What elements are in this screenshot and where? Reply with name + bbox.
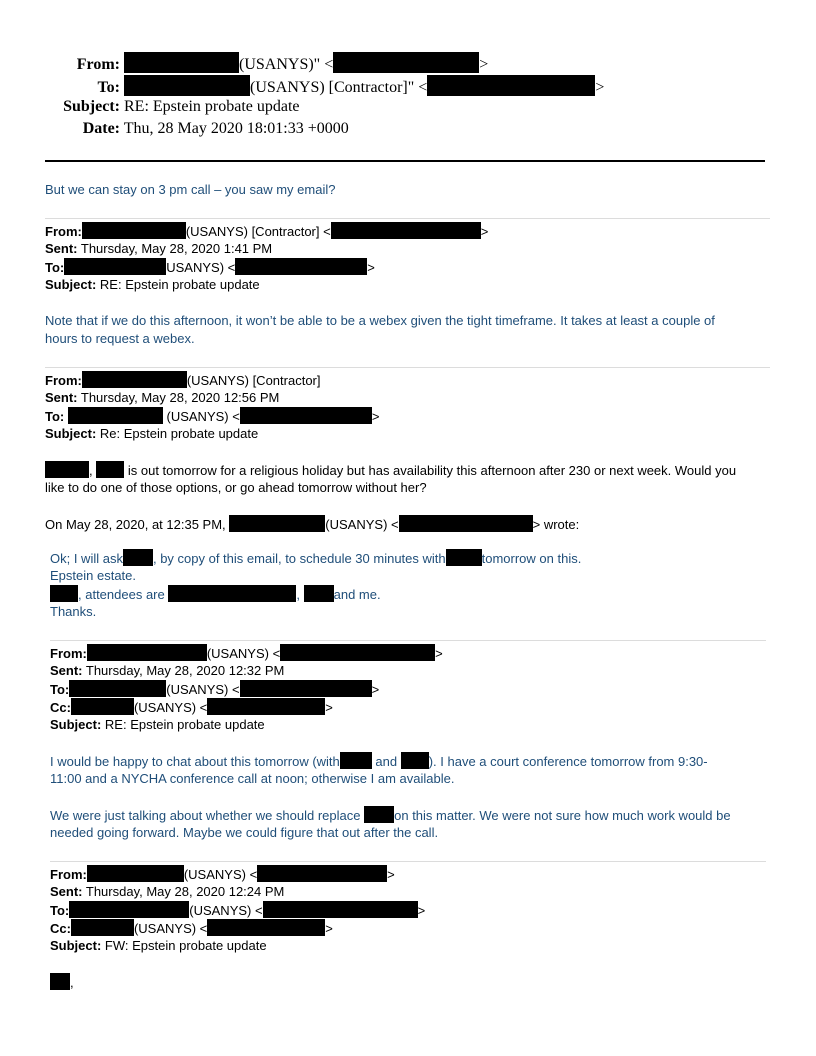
msg3-subject-line <box>45 425 258 443</box>
msg5-sent-value: Thursday, May 28, 2020 12:24 PM <box>85 884 285 899</box>
msg2-body-line1: Note that if we do this afternoon, it won’t be able to be a webex given the tight timeframe. It takes at least a couple of <box>45 313 715 328</box>
msg5-to-text: (USANYS) < <box>189 903 263 918</box>
top-to-line <box>40 75 604 98</box>
redaction <box>71 698 134 715</box>
msg4-cc-end: > <box>325 700 333 715</box>
msg2-body-line2: hours to request a webex. <box>45 331 195 346</box>
msg2-sent-label: Sent: <box>45 241 78 256</box>
msg4-p1-line2: 11:00 and a NYCHA conference call at noon; otherwise I am available. <box>50 771 455 786</box>
msg3-quote-end: > wrote: <box>532 517 580 532</box>
msg3-to-end: > <box>371 409 380 424</box>
redaction <box>124 52 239 73</box>
msg4-from-label: From: <box>50 646 87 661</box>
top-from-text: (USANYS)" < <box>239 56 334 73</box>
redaction <box>69 901 189 918</box>
redaction <box>50 585 78 602</box>
top-subject-label: Subject: <box>63 98 120 115</box>
msg3-subject-value: Re: Epstein probate update <box>99 426 259 441</box>
divider <box>50 640 766 641</box>
msg2-to-label: To: <box>45 260 65 275</box>
msg4-from-line <box>50 644 443 663</box>
msg2-from-label: From: <box>45 224 82 239</box>
msg4-subject-label: Subject: <box>50 717 102 732</box>
msg2-subject-value: RE: Epstein probate update <box>99 277 260 292</box>
top-date-value: Thu, 28 May 2020 18:01:33 +0000 <box>123 120 349 137</box>
msg4-sent-label: Sent: <box>50 663 83 678</box>
msg2-from-text: (USANYS) [Contractor] < <box>185 224 331 239</box>
msg2-to-line <box>45 258 375 277</box>
top-from-line <box>40 52 488 75</box>
top-to-text: (USANYS) [Contractor]" < <box>250 79 428 96</box>
msg1-body: But we can stay on 3 pm call – you saw my email? <box>45 182 336 197</box>
divider <box>45 218 770 219</box>
redaction <box>168 585 296 602</box>
msg4-subject-line <box>50 716 265 734</box>
msg2-from-end: > <box>480 224 489 239</box>
msg4-p2-line1 <box>50 806 731 825</box>
top-subject-value: RE: Epstein probate update <box>124 98 300 115</box>
msg2-to-end: > <box>367 260 375 275</box>
msg4-p1-line1-b: and <box>375 754 398 769</box>
msg5-cc-text: (USANYS) < <box>133 921 208 936</box>
header-divider <box>45 160 765 162</box>
msg3-from-label: From: <box>45 373 82 388</box>
redaction <box>123 549 153 566</box>
msg3-to-text: (USANYS) < <box>166 409 240 424</box>
msg2-sent-line <box>45 240 272 258</box>
redaction <box>50 973 70 990</box>
top-from-end: > <box>479 56 489 73</box>
msg4-to-label: To: <box>50 682 70 697</box>
msg5-subject-label: Subject: <box>50 938 102 953</box>
quoted-line3-a: , attendees are <box>78 587 165 602</box>
msg4-cc-line <box>50 698 333 717</box>
msg4-to-text: (USANYS) < <box>166 682 240 697</box>
redaction <box>331 222 481 239</box>
msg3-body-line1-text: is out tomorrow for a religious holiday but has availability this afternoon after 230 or next week. Would you <box>127 463 737 478</box>
redaction <box>124 75 250 96</box>
msg4-cc-label: Cc: <box>50 700 71 715</box>
msg4-sent-value: Thursday, May 28, 2020 12:32 PM <box>85 663 285 678</box>
redaction <box>240 680 372 697</box>
redaction <box>69 680 166 697</box>
msg2-from-line <box>45 222 488 241</box>
msg5-sent-label: Sent: <box>50 884 83 899</box>
msg3-to-label: To: <box>45 409 65 424</box>
redaction <box>304 585 334 602</box>
msg5-sent-line <box>50 883 284 901</box>
msg2-to-text: USANYS) < <box>166 260 236 275</box>
msg4-p2-line2: needed going forward. Maybe we could figure that out after the call. <box>50 825 439 840</box>
quoted-line1-b: , by copy of this email, to schedule 30 minutes with <box>152 551 446 566</box>
msg2-subject-label: Subject: <box>45 277 97 292</box>
msg5-cc-label: Cc: <box>50 921 71 936</box>
redaction <box>45 461 89 478</box>
redaction <box>71 919 134 936</box>
msg3-sent-value: Thursday, May 28, 2020 12:56 PM <box>80 390 280 405</box>
msg3-body-line2: like to do one of those options, or go ahead tomorrow without her? <box>45 480 427 495</box>
msg3-quote-prefix: On May 28, 2020, at 12:35 PM, <box>45 517 226 532</box>
msg3-body-line1 <box>45 461 736 480</box>
top-subject-line <box>40 97 300 117</box>
redaction <box>207 919 325 936</box>
top-to-label: To: <box>97 79 120 96</box>
redaction <box>333 52 479 73</box>
top-date-label: Date: <box>82 120 120 137</box>
msg4-p1-line1-c: ). I have a court conference tomorrow from 9:30- <box>428 754 708 769</box>
redaction <box>235 258 367 275</box>
quoted-line4: Thanks. <box>50 604 97 619</box>
msg4-subject-value: RE: Epstein probate update <box>104 717 265 732</box>
msg3-quote-mid: (USANYS) < <box>325 517 399 532</box>
redaction <box>364 806 394 823</box>
redaction <box>340 752 372 769</box>
msg5-salutation <box>50 973 74 992</box>
quoted-line1-a: Ok; I will ask <box>50 551 123 566</box>
msg4-p1-line1 <box>50 752 708 771</box>
msg4-from-text: (USANYS) < <box>206 646 281 661</box>
redaction <box>240 407 372 424</box>
redaction <box>263 901 418 918</box>
msg3-body-comma: , <box>89 463 93 478</box>
redaction <box>229 515 325 532</box>
redaction <box>96 461 124 478</box>
msg4-sent-line <box>50 662 284 680</box>
msg4-p1-line1-a: I would be happy to chat about this tomorrow (with <box>50 754 340 769</box>
msg3-from-text: (USANYS) [Contractor] <box>186 373 321 388</box>
msg2-sent-value: Thursday, May 28, 2020 1:41 PM <box>80 241 273 256</box>
quoted-line3-c: and me. <box>333 587 381 602</box>
divider <box>50 861 766 862</box>
msg5-to-end: > <box>417 903 426 918</box>
divider <box>45 367 770 368</box>
redaction <box>446 549 482 566</box>
redaction <box>399 515 533 532</box>
quoted-line3 <box>50 585 381 604</box>
msg5-subject-value: FW: Epstein probate update <box>104 938 267 953</box>
redaction <box>87 865 184 882</box>
msg5-from-label: From: <box>50 867 87 882</box>
redaction <box>82 371 187 388</box>
msg3-from-line <box>45 371 321 390</box>
top-to-end: > <box>595 79 605 96</box>
msg3-sent-line <box>45 389 279 407</box>
msg5-salutation-comma: , <box>70 975 74 990</box>
msg4-to-line <box>50 680 379 699</box>
msg4-p2-line1-b: on this matter. We were not sure how much work would be <box>394 808 731 823</box>
redaction <box>82 222 186 239</box>
redaction <box>64 258 166 275</box>
msg2-subject-line <box>45 276 260 294</box>
msg5-to-label: To: <box>50 903 70 918</box>
msg4-cc-text: (USANYS) < <box>133 700 208 715</box>
quoted-line2: Epstein estate. <box>50 568 136 583</box>
msg3-subject-label: Subject: <box>45 426 97 441</box>
redaction <box>401 752 429 769</box>
quoted-line1 <box>50 549 581 568</box>
msg5-cc-line <box>50 919 333 938</box>
msg5-cc-end: > <box>325 921 333 936</box>
redaction <box>207 698 325 715</box>
redaction <box>87 644 207 661</box>
quoted-line1-c: tomorrow on this. <box>481 551 582 566</box>
top-date-line <box>40 119 349 139</box>
msg5-subject-line <box>50 937 267 955</box>
redaction <box>280 644 435 661</box>
msg3-to-line <box>45 407 379 426</box>
msg5-from-end: > <box>387 867 395 882</box>
quoted-line3-b: , <box>296 587 300 602</box>
msg4-from-end: > <box>435 646 443 661</box>
msg4-p2-line1-a: We were just talking about whether we should replace <box>50 808 361 823</box>
msg5-from-line <box>50 865 395 884</box>
msg4-to-end: > <box>371 682 380 697</box>
msg5-from-text: (USANYS) < <box>183 867 258 882</box>
msg5-to-line <box>50 901 425 920</box>
redaction <box>68 407 163 424</box>
msg3-quote-line <box>45 515 579 534</box>
top-from-label: From: <box>76 56 120 73</box>
redaction <box>257 865 387 882</box>
msg3-sent-label: Sent: <box>45 390 78 405</box>
redaction <box>427 75 595 96</box>
